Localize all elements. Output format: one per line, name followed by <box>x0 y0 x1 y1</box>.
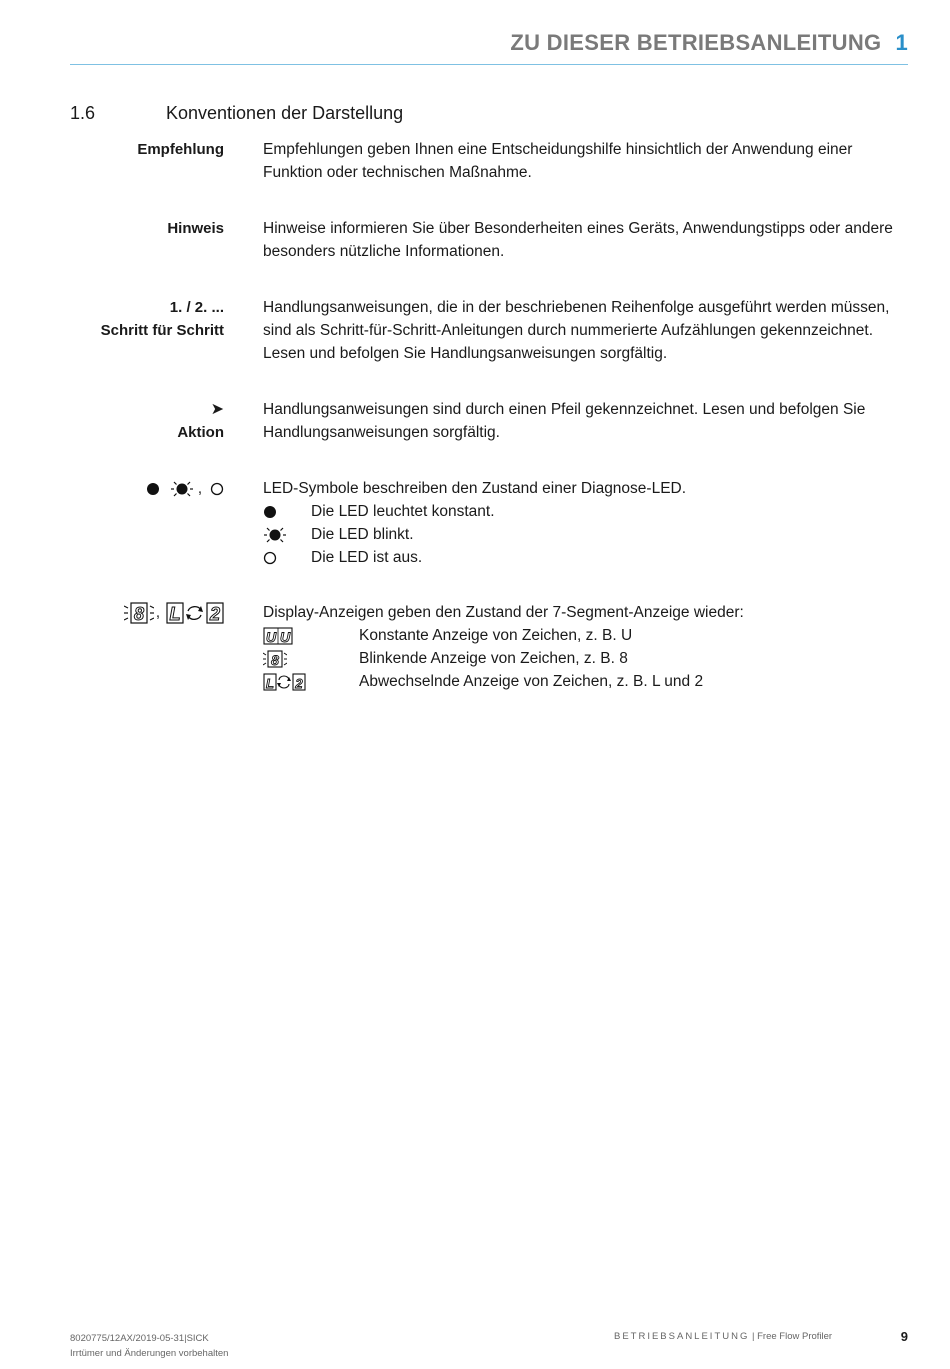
svg-text:L: L <box>169 603 181 624</box>
led-intro: LED-Symbole beschreiben den Zustand einer Diagnose-LED. <box>263 480 687 497</box>
led-on-icon <box>146 482 160 496</box>
led-label <box>146 477 224 500</box>
display-intro: Display-Anzeigen geben den Zustand der 7-Segment-Anzeige wieder: <box>263 604 744 621</box>
display-item <box>263 624 913 647</box>
led-item <box>263 523 913 546</box>
action-arrow-icon: ➤ <box>210 401 224 418</box>
footer-doc-number: 8020775/12AX/2019-05-31|SICK <box>70 1333 209 1344</box>
svg-text:8: 8 <box>133 603 144 624</box>
footer-disclaimer: Irrtümer und Änderungen vorbehalten <box>70 1348 229 1359</box>
chapter-number: 1 <box>895 30 908 55</box>
led-item-text: Die LED blinkt. <box>311 526 414 543</box>
display-blinking-icon <box>263 649 287 669</box>
aktion-label-text: Aktion <box>177 424 224 441</box>
schritt-label-numbers: 1. / 2. ... <box>169 299 224 316</box>
led-blinking-icon <box>263 527 287 543</box>
svg-text:U: U <box>279 628 291 645</box>
display-description <box>263 601 913 693</box>
led-item <box>263 500 913 523</box>
display-blinking-icon <box>124 601 154 625</box>
footer-product-name: | Free Flow Profiler <box>752 1331 833 1342</box>
display-alternating-icon <box>166 601 224 625</box>
display-label <box>124 601 224 624</box>
schritt-label <box>101 296 224 342</box>
led-on-icon <box>263 505 277 519</box>
schritt-label-text: Schritt für Schritt <box>100 322 224 339</box>
svg-text:2: 2 <box>295 675 303 691</box>
led-label-separator: , <box>197 480 202 497</box>
hinweis-text: Hinweise informieren Sie über Besonderheiten eines Geräts, Anwendungstipps oder andere besonders nützliche Informationen. <box>263 220 893 260</box>
empfehlung-label: Empfehlung <box>137 141 224 158</box>
svg-text:L: L <box>266 675 274 691</box>
display-label-separator: , <box>155 604 160 621</box>
display-item <box>263 647 913 670</box>
display-item-text: Blinkende Anzeige von Zeichen, z. B. 8 <box>359 650 628 667</box>
led-off-icon <box>263 551 277 565</box>
display-constant-icon <box>263 627 293 645</box>
page-number: 9 <box>900 1329 908 1344</box>
section-title: Konventionen der Darstellung <box>166 103 404 123</box>
schritt-text: Handlungsanweisungen, die in der beschriebenen Reihenfolge ausgeführt werden müssen, sind als Schritt-für-Schritt-Anleitungen durch nummerierte Aufzählungen gekennzeichnet. Lesen und befolgen Sie Handlungsanweisungen sorgfältig. <box>263 299 890 362</box>
running-header <box>510 30 908 56</box>
led-blinking-icon <box>170 481 194 497</box>
footer-manual-type: BETRIEBSANLEITUNG <box>614 1331 750 1342</box>
footer-manual-info <box>614 1331 832 1342</box>
led-item-text: Die LED ist aus. <box>311 549 423 566</box>
header-divider <box>70 64 908 65</box>
svg-text:U: U <box>265 628 277 645</box>
empfehlung-text: Empfehlungen geben Ihnen eine Entscheidungshilfe hinsichtlich der Anwendung einer Funktion oder technischen Maßnahme. <box>263 141 853 181</box>
aktion-label <box>177 398 224 444</box>
led-item-text: Die LED leuchtet konstant. <box>311 503 495 520</box>
svg-text:8: 8 <box>271 651 279 668</box>
section-heading <box>70 103 403 124</box>
display-item-text: Abwechselnde Anzeige von Zeichen, z. B. L und 2 <box>359 673 704 690</box>
header-title: ZU DIESER BETRIEBSANLEITUNG <box>510 30 882 55</box>
section-number: 1.6 <box>70 103 96 123</box>
aktion-text: Handlungsanweisungen sind durch einen Pfeil gekennzeichnet. Lesen und befolgen Sie Handlungsanweisungen sorgfältig. <box>263 401 866 441</box>
led-item <box>263 546 913 569</box>
led-description <box>263 477 913 569</box>
display-item <box>263 670 913 693</box>
svg-text:2: 2 <box>209 603 221 624</box>
led-off-icon <box>210 482 224 496</box>
footer-document-info <box>70 1331 228 1361</box>
display-item-text: Konstante Anzeige von Zeichen, z. B. U <box>359 627 633 644</box>
display-alternating-icon <box>263 672 307 692</box>
hinweis-label: Hinweis <box>167 220 224 237</box>
